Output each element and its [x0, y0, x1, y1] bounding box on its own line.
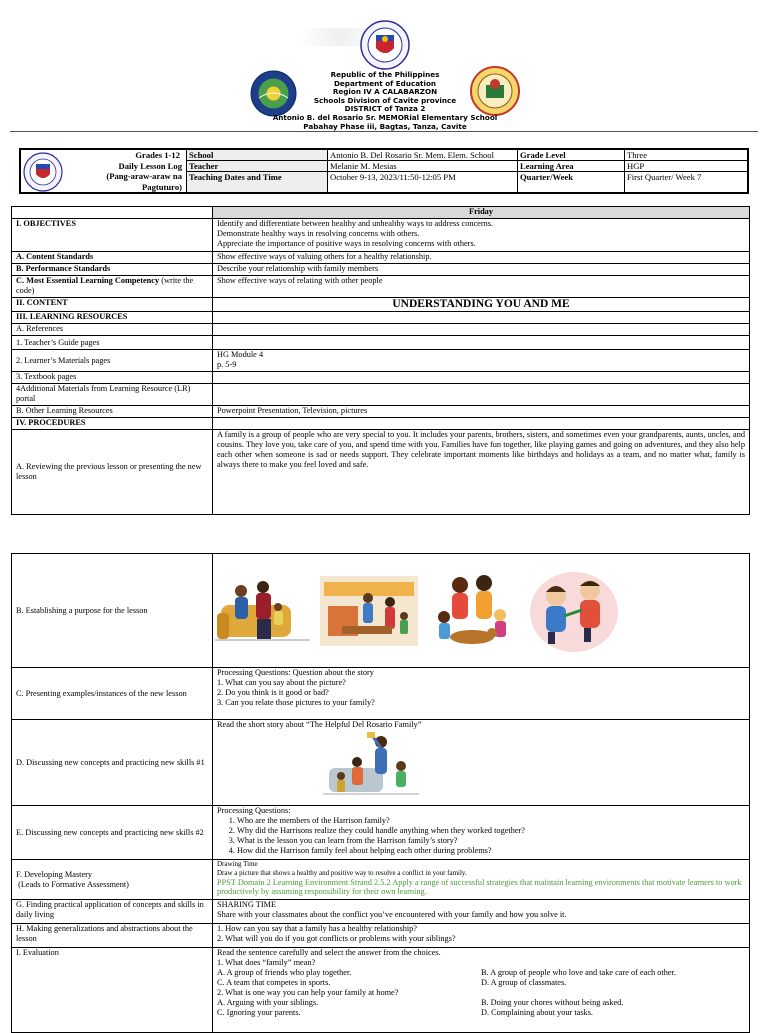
lr-portal-label: 4Additional Materials from Learning Resource (LR) portal [12, 384, 213, 406]
header-line-5: DISTRICT of Tanza 2 [344, 104, 426, 114]
i-q1-row-1 [217, 968, 745, 978]
g-text: Share with your classmates about the conflict you’ve encountered with your family and how you solve it. [217, 910, 567, 919]
dates-value: October 9-13, 2023/11:50-12:05 PM [328, 172, 518, 194]
siblings-picture [528, 566, 620, 656]
d-text: Read the short story about “The Helpful Del Rosario Family” [217, 720, 422, 729]
examples-line-2: 1. What can you say about the picture? [217, 678, 346, 687]
g-cell [213, 900, 750, 924]
i-intro: Read the sentence carefully and select the answer from the choices. [217, 948, 441, 957]
i-label: I. Evaluation [12, 948, 213, 1033]
i-q2-row-2 [217, 1008, 745, 1018]
dll-title-line-4: Pagtuturo) [142, 181, 182, 192]
lesson-table-1 [11, 206, 750, 515]
melc-cell [12, 276, 213, 298]
d-cell [213, 720, 750, 806]
examples-line-4: 3. Can you relate those pictures to your family? [217, 698, 375, 707]
procedures-label: IV. PROCEDURES [12, 418, 213, 430]
f-cell [213, 860, 750, 900]
i-q1-row-2 [217, 978, 745, 988]
quarter-label: Quarter/Week [518, 172, 625, 194]
textbook-value [213, 372, 750, 384]
teacher-label: Teacher [187, 161, 328, 172]
h-cell [213, 924, 750, 948]
family-pet-picture [430, 571, 514, 651]
review-text: A family is a group of people who are very special to you. It includes your parents, brothers, sisters, and sometimes even your grandparents, aunts, uncles, and cousins. They love you, take care of you, and spend time with you. Families have fun together, like playing games and going on adventures, and they also help each other when someone is sad or needs support. They celebrate important moments like birthdays and holidays as a team, and no matter what, family is always there to make you feel loved and safe. [213, 430, 750, 515]
day-header-blank [12, 207, 213, 219]
performance-standards-label: B. Performance Standards [12, 264, 213, 276]
melc-label: C. Most Essential Learning Competency [16, 276, 160, 285]
i-q2-row-1 [217, 998, 745, 1008]
letterhead-text [250, 71, 520, 131]
objectives-label: I. OBJECTIVES [12, 219, 213, 252]
i-q2-c: C. Ignoring your parents. [217, 1008, 301, 1017]
f-text: Draw a picture that shows a healthy and positive way to resolve a conflict in your family. [217, 869, 467, 877]
i-cell [213, 948, 750, 1033]
deped-seal-small-icon [23, 152, 63, 192]
i-q2: 2. What is one way you can help your family at home? [217, 988, 399, 997]
references-value [213, 324, 750, 336]
other-resources-label: B. Other Learning Resources [12, 406, 213, 418]
melc-note: (write the code) [16, 276, 194, 295]
lm-label: 2. Learner’s Materials pages [12, 350, 213, 372]
letterhead [0, 0, 768, 135]
dll-info-table [19, 148, 749, 194]
examples-line-1: Processing Questions: Question about the story [217, 668, 374, 677]
e-head: Processing Questions: [217, 806, 291, 815]
day-header: Friday [213, 207, 750, 219]
i-q2-d: D. Complaining about your tasks. [481, 1008, 593, 1017]
g-head: SHARING TIME [217, 900, 277, 909]
tg-value [213, 336, 750, 350]
helpful-family-picture [323, 732, 419, 802]
header-line-7: Pabahay Phase iii, Bagtas, Tanza, Cavite [303, 121, 467, 131]
procedures-value [213, 418, 750, 430]
quarter-value: First Quarter/ Week 7 [625, 172, 749, 194]
f-label-1: F. Developing Mastery [16, 869, 93, 879]
content-standards-value: Show effective ways of valuing others for a healthy relationship. [213, 252, 750, 264]
grade-label: Grade Level [518, 149, 625, 161]
i-q2-a: A. Arguing with your siblings. [217, 998, 319, 1007]
d-label: D. Discussing new concepts and practicing new skills #1 [12, 720, 213, 806]
objective-2: Demonstrate healthy ways in resolving concerns with others. [217, 229, 420, 238]
e-label: E. Discussing new concepts and practicing new skills #2 [12, 806, 213, 860]
lr-portal-value [213, 384, 750, 406]
i-q1-d: D. A group of classmates. [481, 978, 567, 987]
i-q2-b: B. Doing your chores without being asked. [481, 998, 624, 1007]
f-ppst: PPST Domain 2 Learning Environment Strand 2.5.2 Apply a range of successful strategies that maintain learning environments that motivate learners to work productively by assuming responsibility for their own learning. [217, 878, 742, 896]
review-label: A. Reviewing the previous lesson or presenting the new lesson [12, 430, 213, 515]
e-question-3: 3. What is the lesson you can learn from the Harrison family’s story? [237, 836, 745, 846]
lm-value-2: p. 5-9 [217, 360, 237, 369]
dll-title-line-2: Daily Lesson Log [118, 160, 182, 171]
examples-line-3: 2. Do you think is it good or bad? [217, 688, 329, 697]
header-line-3: Region IV A CALABARZON [332, 87, 438, 97]
dll-title-line-3: (Pang-araw-araw na [106, 171, 182, 181]
school-label: School [187, 149, 328, 161]
school-value: Antonio B. Del Rosario Sr. Mem. Elem. School [328, 149, 518, 161]
purpose-label: B. Establishing a purpose for the lesson [12, 554, 213, 668]
dll-title-line-1: Grades 1-12 [135, 150, 180, 160]
f-label-cell [12, 860, 213, 900]
e-cell [213, 806, 750, 860]
purpose-pictures [213, 554, 750, 668]
performance-standards-value: Describe your relationship with family members [213, 264, 750, 276]
resources-value [213, 312, 750, 324]
references-label: A. References [12, 324, 213, 336]
deped-seal-icon [360, 20, 410, 70]
objective-3: Appreciate the importance of positive ways in resolving concerns with others. [217, 239, 476, 248]
header-line-4: Schools Division of Cavite province [313, 95, 457, 105]
family-kitchen-picture [320, 576, 418, 646]
g-label: G. Finding practical application of concepts and skills in daily living [12, 900, 213, 924]
e-question-4: 4. How did the Harrison family feel about helping each other during problems? [237, 846, 745, 856]
examples-label: C. Presenting examples/instances of the new lesson [12, 668, 213, 720]
textbook-label: 3. Textbook pages [12, 372, 213, 384]
h-label: H. Making generalizations and abstractions about the lesson [12, 924, 213, 948]
content-standards-label: A. Content Standards [12, 252, 213, 264]
h-line-2: 2. What will you do if you got conflicts or problems with your siblings? [217, 934, 456, 943]
i-q1-a: A. A group of friends who play together. [217, 968, 352, 977]
tg-label: 1. Teacher’s Guide pages [12, 336, 213, 350]
lesson-table-2 [11, 553, 750, 1033]
f-head: Drawing Time [217, 860, 258, 868]
e-question-list [217, 816, 745, 856]
family-sofa-picture [215, 577, 310, 645]
h-line-1: 1. How can you say that a family has a healthy relationship? [217, 924, 417, 933]
lesson-title: UNDERSTANDING YOU AND ME [213, 298, 750, 312]
f-label-2: (Leads to Formative Assessment) [16, 879, 129, 889]
i-q1-c: C. A team that competes in sports. [217, 978, 331, 987]
i-q1: 1. What does “family” mean? [217, 958, 316, 967]
melc-value: Show effective ways of relating with other people [213, 276, 750, 298]
e-question-1: 1. Who are the members of the Harrison family? [237, 816, 745, 826]
i-q1-b: B. A group of people who love and take care of each other. [481, 968, 676, 977]
other-resources-value: Powerpoint Presentation, Television, pictures [213, 406, 750, 418]
header-line-2: Department of Education [333, 78, 437, 88]
teacher-value: Melanie M. Mesias [328, 161, 518, 172]
area-label: Learning Area [518, 161, 625, 172]
examples-cell [213, 668, 750, 720]
lm-value-1: HG Module 4 [217, 350, 264, 359]
header-divider [10, 131, 758, 132]
area-value: HGP [625, 161, 749, 172]
header-line-6: Antonio B. del Rosario Sr. MEMORial Elementary School [272, 112, 498, 122]
lm-cell [213, 350, 750, 372]
dates-label: Teaching Dates and Time [187, 172, 328, 194]
dll-title-cell [20, 149, 187, 193]
content-label: II. CONTENT [12, 298, 213, 312]
resources-label: III. LEARNING RESOURCES [12, 312, 213, 324]
grade-value: Three [625, 149, 749, 161]
e-question-2: 2. Why did the Harrisons realize they could handle anything when they worked together? [237, 826, 745, 836]
objectives-cell [213, 219, 750, 252]
header-line-1: Republic of the Philippines [330, 70, 440, 79]
objective-1: Identify and differentiate between healthy and unhealthy ways to address concerns. [217, 219, 494, 228]
